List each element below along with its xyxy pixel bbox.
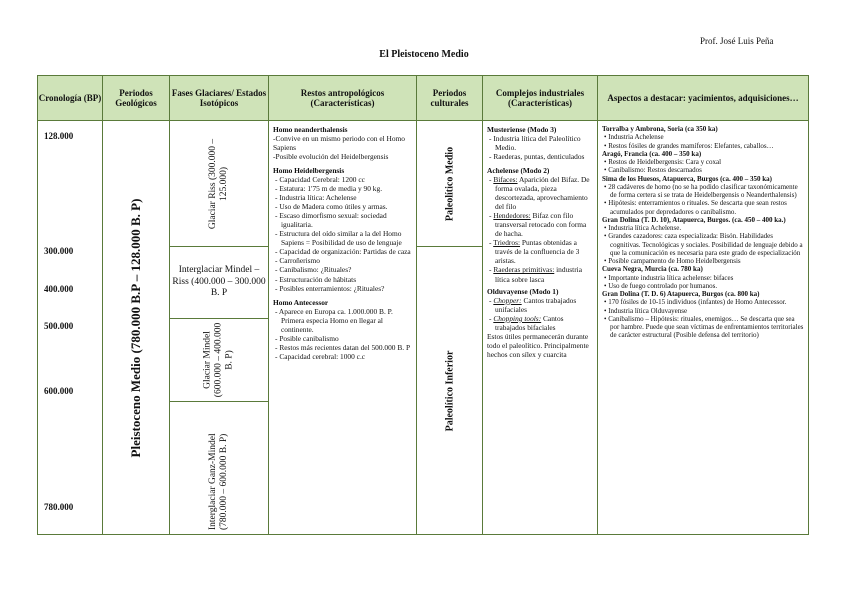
list-item: • Industria Achelense	[602, 133, 804, 141]
fase-mindel-riss: Interglaciar Mindel – Riss (400.000 – 300.000 B. P	[172, 265, 266, 299]
site-title: Gran Dolina (T. D. 10), Atapuerca, Burgos. (ca. 450 – 400 ka.)	[602, 215, 786, 224]
list-item: • Industria lítica Olduvayense	[602, 307, 804, 315]
date-label: 780.000	[44, 502, 74, 512]
list-item: - Restos más recientes datan del 500.000 B. P	[273, 343, 412, 352]
list-item: • Restos de Heidelbergensis: Cara y coxal	[602, 158, 804, 166]
paleolitico-medio: Paleolítico Medio	[444, 146, 455, 221]
site-list	[602, 133, 804, 150]
site-list	[602, 224, 804, 265]
paleolitico-inferior-cell	[417, 247, 483, 535]
list-item: - Industria lítica: Achelense	[273, 193, 412, 202]
heidelbergensis-list	[273, 175, 412, 292]
list-item: - Capacidad cerebral: 1000 c.c	[273, 352, 412, 361]
list-item: - Bifaces: Aparición del Bifaz. De forma ovalada, pieza descortezada, aprovechamiento del filo	[487, 175, 593, 211]
list-item: - Carroñerismo	[273, 256, 412, 265]
list-item: • Hipótesis: enterramientos o rituales. Se descarta que sean restos acumulados por depredadores o canibalismo.	[602, 199, 804, 216]
list-item: - Raederas primitivas: industria lítica sobre lasca	[487, 265, 593, 283]
heidelbergensis-title: Homo Heidelbergensis	[273, 166, 345, 176]
list-item: • Uso de fuego controlado por humanos.	[602, 282, 804, 290]
olduvayense-title: Olduvayense (Modo 1)	[487, 286, 559, 296]
list-item: - Posibles enterramientos: ¿Rituales?	[273, 284, 412, 293]
list-item: - Estatura: 1'75 m de media y 90 kg.	[273, 184, 412, 193]
fase-riss: Glaciar Riss (300.000 – 125.000)	[208, 138, 229, 229]
list-item: • Industria lítica Achelense.	[602, 224, 804, 232]
list-item: • Grandes cazadores: caza especializada: Bisón. Habilidades cognitivas. Tecnológicas y sociales. Posibilidad de lenguaje debido a que la comunicación es necesaria para este grado de especialización	[602, 232, 804, 257]
list-item: - Raederas, puntas, denticulados	[487, 152, 593, 161]
site-title: Cueva Negra, Murcia (ca. 780 ka)	[602, 265, 703, 274]
header-cronologia: Cronología (BP)	[38, 76, 103, 121]
list-item: - Posible canibalismo	[273, 334, 412, 343]
site-title: Sima de los Huesos, Atapuerca, Burgos (ca. 400 – 350 ka)	[602, 174, 773, 183]
dates-column	[38, 121, 103, 535]
list-item: - Estructura del oído similar a la del Homo Sapiens = Posibilidad de uso de lenguaje	[273, 229, 412, 247]
date-label: 500.000	[44, 321, 74, 331]
site-list	[602, 158, 804, 175]
author-name: Prof. José Luis Peña	[700, 36, 774, 46]
fase-gunz-mindel-cell	[170, 402, 269, 535]
fase-mindel-riss-cell	[170, 247, 269, 319]
list-item: • Canibalismo – Hipótesis: rituales, enemigos… Se descarta que sea por hambre. Puede que sean víctimas de enfrentamientos territoriales de carácter estructural (Posible defensa del territorio)	[602, 315, 804, 340]
header-fases: Fases Glaciares/ Estados Isotópicos	[170, 76, 269, 121]
achelense-list	[487, 175, 593, 283]
list-item: - Canibalismo: ¿Rituales?	[273, 265, 412, 274]
list-item: - Hendedores: Bifaz con filo transversal retocado con forma de hacha.	[487, 211, 593, 238]
fase-mindel: Glaciar Mindel (600.000 – 400.000 B. P)	[202, 322, 235, 398]
complejos-cell	[483, 121, 598, 535]
site-list	[602, 183, 804, 216]
site-title: Aragó, Francia (ca. 400 – 350 ka)	[602, 149, 702, 158]
list-item: • Posible campamento de Homo Heidelbergensis	[602, 257, 804, 265]
date-label: 400.000	[44, 284, 74, 294]
list-item: - Capacidad Cerebral: 1200 cc	[273, 175, 412, 184]
date-label: 300.000	[44, 246, 74, 256]
list-item: - Aparece en Europa ca. 1.000.000 B. P. Primera especia Homo en llegar al continente.	[273, 307, 412, 334]
header-restos: Restos antropológicos (Características)	[269, 76, 417, 121]
list-item: - Capacidad de organización: Partidas de caza	[273, 247, 412, 256]
fase-mindel-cell	[170, 319, 269, 402]
antecessor-title: Homo Antecessor	[273, 297, 329, 307]
list-item: - Estructuración de hábitats	[273, 275, 412, 284]
olduvayense-list	[487, 296, 593, 332]
fase-gunz-mindel: Interglaciar Ganz-Mindel (780.000 – 600.000 B. P)	[208, 433, 229, 530]
list-item: • 28 cadáveres de homo (no se ha podido clasificar taxonómicamente de forma certera si se trata de Heidelbergensis o Neanderthalensis)	[602, 183, 804, 200]
list-item: - Chopping tools: Cantos trabajados bifaciales	[487, 314, 593, 332]
list-item: • Importante industria lítica achelense: bifaces	[602, 274, 804, 282]
list-item: - Uso de Madera como útiles y armas.	[273, 202, 412, 211]
list-item: • 170 fósiles de 10-15 individuos (infantes) de Homo Antecessor.	[602, 298, 804, 306]
list-item: • Canibalismo: Restos descarnados	[602, 166, 804, 174]
list-item: - Escaso dimorfismo sexual: sociedad igualitaria.	[273, 211, 412, 229]
restos-cell	[269, 121, 417, 535]
header-complejos: Complejos industriales (Características)	[483, 76, 598, 121]
paleolitico-medio-cell	[417, 121, 483, 247]
periodo-geologico-cell	[103, 121, 170, 535]
header-culturales: Periodos culturales	[417, 76, 483, 121]
site-list	[602, 274, 804, 291]
list-item: - Triedros: Puntas obtenidas a través de la confluencia de 3 aristas.	[487, 238, 593, 265]
neanderthalensis-text: -Posible evolución del Heidelbergensis	[273, 152, 389, 162]
neanderthalensis-title: Homo neanderthalensis	[273, 125, 348, 134]
olduvayense-text: Estos útiles permanecerán durante todo el paleolítico. Principalmente hechos con sílex y cuarcita	[487, 331, 589, 359]
musteriense-list	[487, 134, 593, 161]
neanderthalensis-text: -Convive en un mismo periodo con el Homo Sapiens	[273, 134, 405, 153]
date-label: 128.000	[44, 131, 74, 141]
list-item: - Industria lítica del Paleolítico Medio.	[487, 134, 593, 152]
site-list	[602, 298, 804, 339]
fase-riss-cell	[170, 121, 269, 247]
document-title: El Pleistoceno Medio	[379, 49, 469, 60]
date-label: 600.000	[44, 386, 74, 396]
achelense-title: Achelense (Modo 2)	[487, 166, 550, 176]
periodo-geologico: Pleistoceno Medio (780.000 B.P – 128.000 B. P)	[128, 198, 143, 457]
list-item: - Chopper: Cantos trabajados unifaciales	[487, 296, 593, 314]
site-title: Torralba y Ambrona, Soria (ca 350 ka)	[602, 125, 718, 133]
list-item: • Restos fósiles de grandes mamíferos: Elefantes, caballos…	[602, 142, 804, 150]
header-aspectos: Aspectos a destacar: yacimientos, adquisiciones…	[598, 76, 809, 121]
musteriense-title: Musteriense (Modo 3)	[487, 125, 557, 134]
site-title: Gran Dolina (T. D. 6) Atapuerca, Burgos (ca. 800 ka)	[602, 290, 760, 298]
paleolitico-inferior: Paleolítico Inferior	[444, 350, 455, 431]
header-periodos: Periodos Geológicos	[103, 76, 170, 121]
chronology-table	[37, 75, 809, 535]
antecessor-list	[273, 307, 412, 361]
aspectos-cell	[598, 121, 809, 535]
